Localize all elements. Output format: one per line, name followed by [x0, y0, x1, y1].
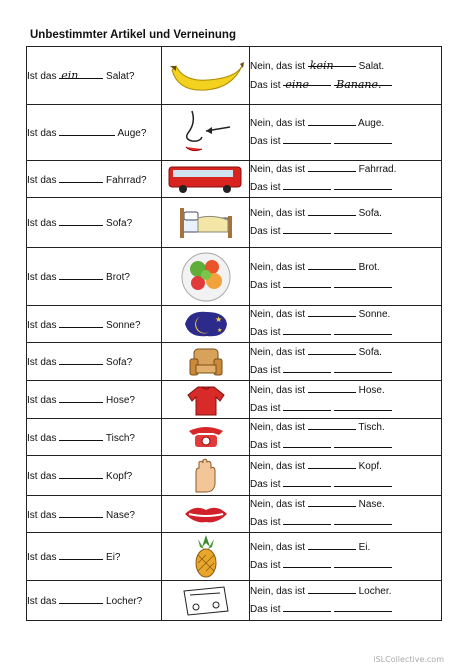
svg-text:★: ★: [216, 328, 222, 334]
exercise-row: [27, 248, 442, 306]
article-blank[interactable]: [59, 550, 103, 560]
answer-cell: [250, 105, 442, 161]
affirmative-line: [250, 362, 441, 380]
negation-blank[interactable]: [308, 497, 356, 507]
negation-prefix: Nein, das ist: [250, 164, 306, 175]
folder-icon: [162, 585, 249, 617]
negation-blank[interactable]: [308, 206, 356, 216]
noun-blank[interactable]: [334, 180, 392, 190]
affirmative-line: [250, 179, 441, 197]
answer-cell: [250, 161, 442, 198]
article-blank[interactable]: [59, 508, 103, 518]
question-cell: [27, 456, 162, 496]
negation-blank[interactable]: [308, 307, 356, 317]
exercise-row: [27, 381, 442, 419]
question-prefix: Ist das: [27, 596, 57, 607]
picture-cell: [162, 248, 250, 306]
negation-blank[interactable]: [308, 345, 356, 355]
answer-cell: [250, 419, 442, 456]
moon-stars-icon: [162, 308, 249, 340]
negation-line: [250, 458, 441, 476]
negation-noun: Salat.: [358, 60, 385, 72]
watermark: iSLCollective.com: [373, 655, 444, 664]
negation-noun: Tisch.: [358, 422, 385, 433]
armchair-icon: [162, 345, 249, 379]
question-cell: [27, 533, 162, 581]
article-blank[interactable]: [283, 363, 331, 373]
noun-blank[interactable]: [334, 438, 392, 448]
article-blank[interactable]: [59, 469, 103, 479]
article-blank[interactable]: [283, 401, 331, 411]
question-cell: [27, 198, 162, 248]
picture-cell: [162, 581, 250, 621]
negation-line: [250, 419, 441, 437]
salad-icon: [162, 251, 249, 303]
worksheet-title: Unbestimmter Artikel und Verneinung: [30, 29, 236, 41]
noun-blank[interactable]: [334, 325, 392, 335]
noun-blank[interactable]: [334, 134, 392, 144]
noun-blank[interactable]: [334, 477, 392, 487]
negation-line: [250, 306, 441, 324]
negation-prefix: Nein, das ist: [250, 422, 306, 433]
question-cell: [27, 343, 162, 381]
question-prefix: Ist das: [27, 509, 57, 521]
negation-noun: Nase.: [358, 499, 385, 510]
affirmative-prefix: Das ist: [250, 603, 281, 615]
article-blank[interactable]: [59, 318, 103, 328]
negation-blank[interactable]: [308, 584, 356, 594]
negation-line: [250, 344, 441, 362]
noun-blank[interactable]: [334, 76, 392, 91]
question-prefix: Ist das: [27, 432, 57, 444]
negation-noun: Locher.: [358, 585, 392, 597]
question-noun: Sofa?: [106, 218, 133, 229]
picture-cell: [162, 105, 250, 161]
affirmative-line: [250, 400, 441, 418]
question-noun: Locher?: [106, 596, 143, 607]
negation-noun: Kopf.: [358, 460, 382, 472]
exercise-row: [27, 496, 442, 533]
question-prefix: Ist das: [27, 471, 57, 482]
answer-cell: [250, 306, 442, 343]
question-cell: [27, 161, 162, 198]
negation-blank[interactable]: [308, 57, 356, 72]
negation-prefix: Nein, das ist: [250, 60, 306, 72]
answer-cell: [250, 456, 442, 496]
negation-noun: Sofa.: [358, 346, 382, 358]
exercise-row: [27, 533, 442, 581]
affirmative-line: [250, 324, 441, 342]
negation-line: [250, 57, 441, 76]
article-blank[interactable]: [59, 393, 103, 403]
bus-icon: [162, 163, 249, 195]
noun-blank[interactable]: [334, 602, 392, 612]
affirmative-line: [250, 557, 441, 575]
negation-line: [250, 259, 441, 277]
article-blank[interactable]: [283, 180, 331, 190]
negation-noun: Auge.: [358, 117, 385, 129]
affirmative-prefix: Das ist: [250, 559, 281, 571]
exercise-row: [27, 105, 442, 161]
picture-cell: [162, 306, 250, 343]
affirmative-prefix: Das ist: [250, 478, 281, 490]
negation-prefix: Nein, das ist: [250, 207, 306, 219]
article-blank[interactable]: [283, 515, 331, 525]
question-prefix: Ist das: [27, 272, 57, 283]
article-blank[interactable]: [283, 558, 331, 568]
answer-cell: [250, 581, 442, 621]
picture-cell: [162, 419, 250, 456]
bed-icon: [162, 202, 249, 244]
handwritten-answer: kein: [309, 58, 334, 72]
noun-blank[interactable]: [334, 224, 392, 234]
article-blank[interactable]: [283, 477, 331, 487]
svg-text:★: ★: [214, 315, 222, 324]
sweater-icon: [162, 383, 249, 417]
question-cell: [27, 581, 162, 621]
exercise-row: [27, 198, 442, 248]
article-blank[interactable]: [283, 602, 331, 612]
affirmative-prefix: Das ist: [250, 225, 281, 237]
negation-blank[interactable]: [308, 116, 356, 126]
affirmative-line: [250, 277, 441, 295]
exercise-row: [27, 456, 442, 496]
negation-prefix: Nein, das ist: [250, 346, 306, 358]
question-noun: Auge?: [117, 128, 147, 139]
exercise-row: [27, 47, 442, 105]
article-blank[interactable]: [59, 270, 103, 280]
exercise-row: [27, 306, 442, 343]
question-noun: Tisch?: [105, 432, 135, 444]
exercise-row: [27, 419, 442, 456]
article-blank[interactable]: [283, 438, 331, 448]
question-cell: [27, 496, 162, 533]
handwritten-answer: eine: [285, 77, 309, 91]
article-blank[interactable]: [283, 224, 331, 234]
question-cell: [27, 306, 162, 343]
article-blank[interactable]: [59, 594, 103, 604]
answer-cell: [250, 343, 442, 381]
question-prefix: Ist das: [27, 357, 57, 368]
article-blank[interactable]: [59, 355, 103, 365]
negation-prefix: Nein, das ist: [250, 460, 306, 472]
article-blank[interactable]: [59, 216, 103, 226]
question-prefix: Ist das: [27, 71, 57, 82]
negation-noun: Ei.: [358, 541, 371, 553]
noun-blank[interactable]: [334, 278, 392, 288]
affirmative-line: [250, 223, 441, 241]
negation-blank[interactable]: [308, 540, 356, 550]
banana-icon: [162, 56, 249, 96]
picture-cell: [162, 456, 250, 496]
noun-blank[interactable]: [334, 558, 392, 568]
negation-line: [250, 161, 441, 179]
affirmative-line: [250, 437, 441, 455]
question-noun: Fahrrad?: [106, 174, 147, 186]
negation-noun: Fahrrad.: [358, 164, 397, 175]
nose-icon: [162, 109, 249, 157]
noun-blank[interactable]: [334, 401, 392, 411]
article-blank[interactable]: [283, 134, 331, 144]
negation-line: [250, 115, 441, 133]
negation-prefix: Nein, das ist: [250, 261, 306, 273]
negation-blank[interactable]: [308, 162, 356, 172]
affirmative-line: [250, 514, 441, 532]
question-noun: Sofa?: [106, 357, 133, 368]
negation-line: [250, 539, 441, 557]
affirmative-prefix: Das ist: [250, 402, 281, 414]
negation-blank[interactable]: [308, 459, 356, 469]
question-noun: Ei?: [106, 552, 121, 563]
negation-line: [250, 205, 441, 223]
exercise-row: [27, 343, 442, 381]
article-blank[interactable]: [59, 126, 115, 136]
picture-cell: [162, 343, 250, 381]
picture-cell: [162, 381, 250, 419]
question-noun: Hose?: [106, 395, 135, 406]
answer-cell: [250, 533, 442, 581]
answer-cell: [250, 248, 442, 306]
question-prefix: Ist das: [27, 128, 57, 139]
negation-noun: Brot.: [358, 261, 380, 273]
affirmative-line: [250, 133, 441, 151]
question-noun: Sonne?: [106, 319, 141, 331]
question-noun: Nase?: [106, 509, 135, 521]
affirmative-prefix: Das ist: [250, 182, 281, 193]
question-noun: Kopf?: [106, 471, 133, 482]
article-blank[interactable]: [283, 76, 331, 91]
picture-cell: [162, 198, 250, 248]
noun-blank[interactable]: [334, 515, 392, 525]
exercise-table: [26, 46, 442, 621]
negation-prefix: Nein, das ist: [250, 541, 306, 553]
lips-icon: [162, 504, 249, 524]
handwritten-answer: ein: [61, 69, 79, 82]
question-cell: [27, 419, 162, 456]
picture-cell: [162, 161, 250, 198]
question-noun: Brot?: [106, 272, 130, 283]
question-cell: [27, 381, 162, 419]
question-prefix: Ist das: [27, 174, 57, 186]
affirmative-line: [250, 476, 441, 494]
telephone-icon: [162, 423, 249, 451]
picture-cell: [162, 496, 250, 533]
negation-blank[interactable]: [308, 383, 356, 393]
article-blank[interactable]: [59, 431, 103, 441]
picture-cell: [162, 47, 250, 105]
answer-cell: [250, 381, 442, 419]
article-blank[interactable]: [283, 325, 331, 335]
hand-icon: [162, 458, 249, 494]
exercise-row: [27, 581, 442, 621]
question-noun: Salat?: [106, 71, 135, 82]
question-cell: [27, 47, 162, 105]
article-blank[interactable]: [59, 173, 103, 183]
affirmative-prefix: Das ist: [250, 135, 281, 147]
answer-cell: [250, 47, 442, 105]
negation-line: [250, 382, 441, 400]
question-cell: [27, 105, 162, 161]
question-prefix: Ist das: [27, 319, 57, 331]
answer-cell: [250, 496, 442, 533]
answer-cell: [250, 198, 442, 248]
negation-noun: Sonne.: [358, 309, 391, 320]
affirmative-prefix: Das ist: [250, 517, 281, 528]
noun-blank[interactable]: [334, 363, 392, 373]
handwritten-answer: Banane.: [336, 77, 382, 91]
negation-prefix: Nein, das ist: [250, 585, 306, 597]
exercise-row: [27, 161, 442, 198]
negation-prefix: Nein, das ist: [250, 499, 306, 510]
affirmative-prefix: Das ist: [250, 364, 281, 376]
pineapple-icon: [162, 535, 249, 579]
negation-prefix: Nein, das ist: [250, 384, 306, 396]
article-blank[interactable]: [59, 69, 103, 82]
picture-cell: [162, 533, 250, 581]
negation-prefix: Nein, das ist: [250, 309, 306, 320]
negation-noun: Sofa.: [358, 207, 382, 219]
affirmative-prefix: Das ist: [250, 79, 281, 91]
affirmative-line: [250, 601, 441, 619]
question-prefix: Ist das: [27, 552, 57, 563]
question-cell: [27, 248, 162, 306]
negation-blank[interactable]: [308, 420, 356, 430]
question-prefix: Ist das: [27, 395, 57, 406]
affirmative-prefix: Das ist: [250, 279, 281, 291]
affirmative-prefix: Das ist: [250, 327, 281, 338]
affirmative-prefix: Das ist: [250, 440, 281, 451]
question-prefix: Ist das: [27, 218, 57, 229]
negation-noun: Hose.: [358, 384, 385, 396]
negation-prefix: Nein, das ist: [250, 117, 306, 129]
negation-line: [250, 583, 441, 601]
article-blank[interactable]: [283, 278, 331, 288]
negation-line: [250, 496, 441, 514]
negation-blank[interactable]: [308, 260, 356, 270]
affirmative-line: [250, 76, 441, 95]
